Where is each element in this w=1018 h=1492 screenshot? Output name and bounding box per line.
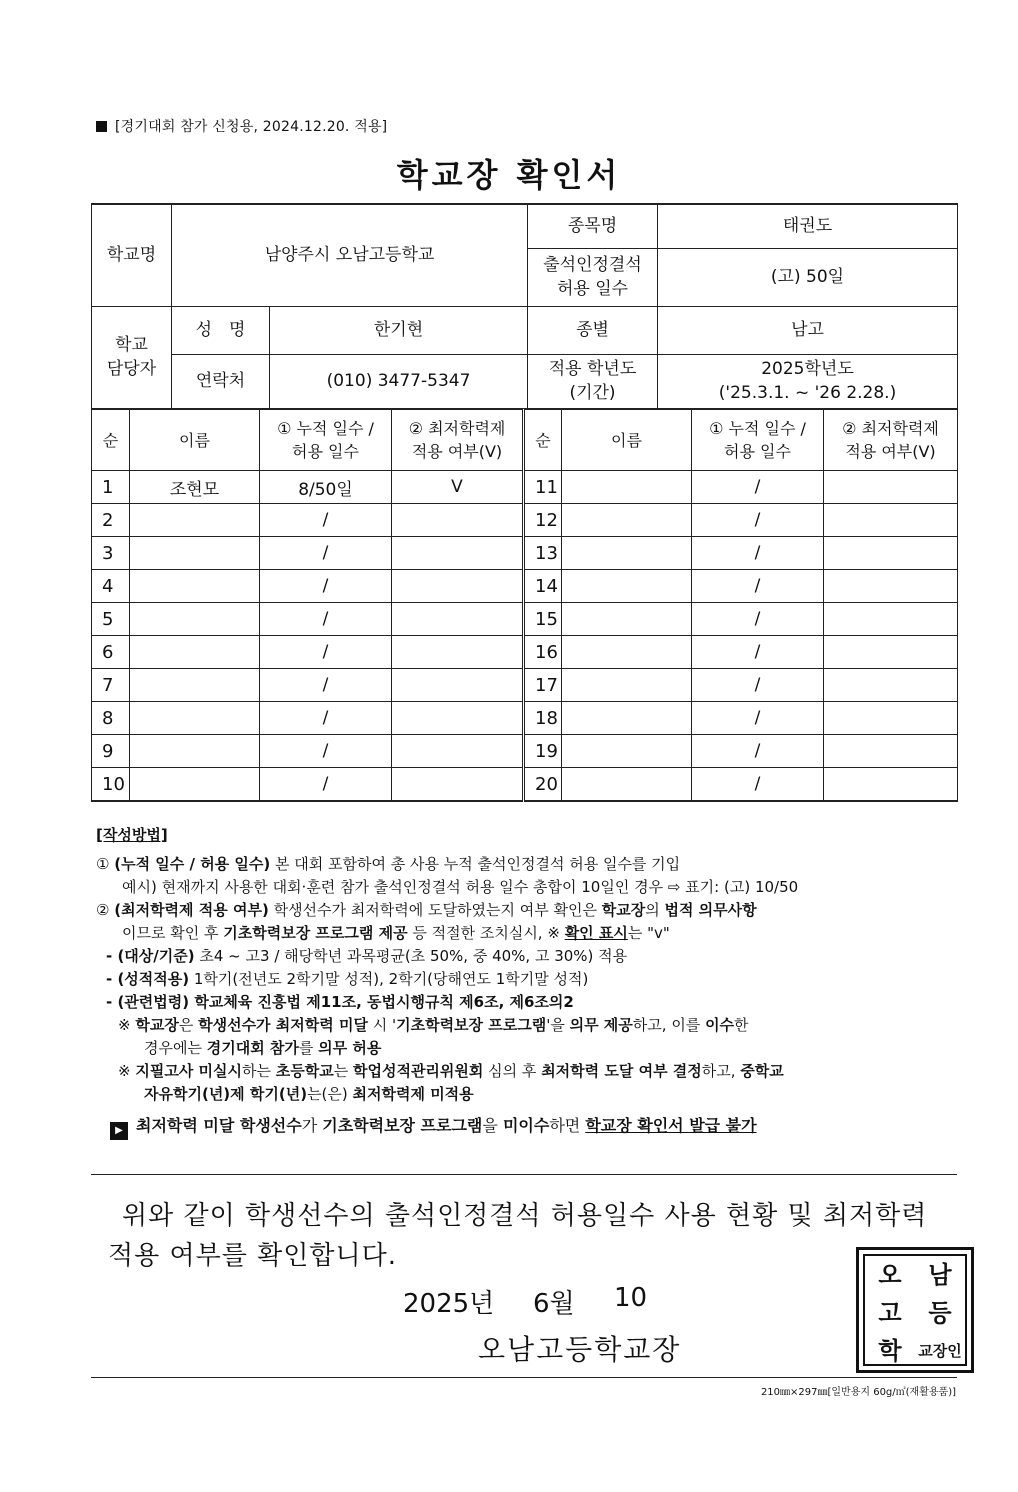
n2d: 초등학교 (275, 1062, 334, 1080)
guide-item-1-example: 예시) 현재까지 사용한 대회·훈련 참가 출석인정결석 허용 일수 총합이 10일인 경우 ⇨ 표기: (고) 10/50 (122, 878, 799, 896)
cell-days-r: / (692, 570, 824, 603)
confirmation-line-2: 적용 여부를 확인합니다. (108, 1241, 397, 1271)
cell-min-r (824, 537, 958, 570)
cell-name-l (130, 669, 260, 702)
n2c: 하는 (242, 1062, 276, 1080)
table-row (92, 570, 958, 603)
seal-char-5: 학 (878, 1336, 902, 1365)
table-row (92, 768, 958, 802)
n1d: 학생선수가 최저학력 미달 (198, 1016, 368, 1034)
table-row (92, 471, 958, 504)
header-min-right-line2: 적용 여부(V) (845, 442, 936, 461)
n1ba: 경우에는 (144, 1039, 207, 1057)
cell-no-r: 12 (524, 504, 562, 537)
type-label: 종별 (528, 306, 658, 354)
cell-name-r (562, 504, 692, 537)
header-name: 이름 (130, 410, 260, 471)
n2e: 는 (333, 1062, 353, 1080)
guide-item-2b-b: 기초학력보장 프로그램 제공 (223, 924, 408, 942)
n2j: 중학교 (740, 1062, 784, 1080)
cell-no-r: 19 (524, 735, 562, 768)
absence-label-line1: 출석인정결석 (543, 255, 642, 275)
date-month: 6월 (533, 1289, 575, 1319)
cell-min-l: V (392, 471, 524, 504)
guide-warning (96, 1114, 966, 1140)
cell-name-l (130, 537, 260, 570)
n1bb: 경기대회 참가 (206, 1039, 299, 1057)
paper-spec: 210㎜×297㎜[일반용지 60g/㎡(재활용품)] (760, 1387, 956, 1398)
cell-name-r (562, 471, 692, 504)
guide-grade-text: 1학기(전년도 2학기말 성적), 2학기(당해연도 1학기말 성적) (189, 970, 589, 988)
guide-item-2-text-c: 의 (645, 901, 665, 919)
guide-note-1-cont (96, 1037, 966, 1060)
table-row (92, 702, 958, 735)
n1k: 한 (734, 1016, 749, 1034)
cell-name-r (562, 735, 692, 768)
guide-item-2b-d: 확인 표시 (564, 924, 628, 942)
guide-item-2-bold-2: 법적 의무사항 (664, 901, 757, 919)
table-row (92, 537, 958, 570)
guide-law (96, 991, 966, 1014)
n1c: 은 (178, 1016, 199, 1034)
guide-grade-title: - (성적적용) (106, 970, 190, 988)
seal-char-4: 등 (928, 1298, 952, 1327)
name-value: 한기현 (270, 306, 528, 354)
writing-guide (96, 824, 966, 1140)
cell-min-l (392, 537, 524, 570)
guide-item-2-cont (96, 922, 966, 945)
cell-days-r: / (692, 669, 824, 702)
cell-name-r (562, 603, 692, 636)
cell-name-r (562, 768, 692, 802)
circled-one: ① (96, 855, 110, 873)
header-days (260, 410, 392, 471)
type-value: 남고 (658, 306, 958, 354)
cell-days-l: / (260, 768, 392, 802)
table-row (92, 669, 958, 702)
cell-min-l (392, 636, 524, 669)
n2b: 지필고사 미실시 (135, 1062, 242, 1080)
header-min (392, 410, 524, 471)
staff-label (92, 306, 172, 408)
seal-char-2: 남 (928, 1260, 952, 1289)
guide-item-2 (96, 899, 966, 922)
w-e: 미이수 (502, 1116, 550, 1135)
cell-min-l (392, 735, 524, 768)
cell-name-r (562, 669, 692, 702)
table-row (92, 735, 958, 768)
cell-days-l: / (260, 570, 392, 603)
header-note (96, 116, 387, 136)
year-label (528, 354, 658, 408)
cell-min-r (824, 471, 958, 504)
cell-days-l: / (260, 702, 392, 735)
header-days-right-line2: 허용 일수 (724, 442, 791, 461)
school-label: 학교명 (92, 204, 172, 306)
guide-item-1-text: 본 대회 포함하여 총 사용 누적 출석인정결석 허용 일수를 기입 (270, 855, 681, 873)
header-days-right (692, 410, 824, 471)
cell-days-l: / (260, 735, 392, 768)
n1f: 기초학력보장 프로그램 (396, 1016, 547, 1034)
guide-item-2-text-a: 학생선수가 최저학력에 도달하였는지 여부 확인은 (268, 901, 602, 919)
divider (91, 1174, 957, 1175)
absence-label-line2: 허용 일수 (556, 279, 629, 299)
principal-name: 오남고등학교장 (478, 1333, 682, 1366)
cell-no-l: 5 (92, 603, 130, 636)
cell-name-l: 조현모 (130, 471, 260, 504)
header-days-line1: ① 누적 일수 / (277, 419, 374, 438)
year-value-line2: ('25.3.1. ~ '26 2.28.) (718, 383, 897, 403)
cell-days-l: / (260, 603, 392, 636)
n2h: 최저학력 도달 여부 결정 (541, 1062, 702, 1080)
cell-no-r: 15 (524, 603, 562, 636)
cell-min-r (824, 636, 958, 669)
guide-item-2-bold-1: 학교장 (601, 901, 646, 919)
confirmation-line-1: 위와 같이 학생선수의 출석인정결석 허용일수 사용 현황 및 최저학력 (122, 1201, 928, 1231)
w-d: 을 (482, 1116, 503, 1135)
cell-min-r (824, 768, 958, 802)
footer-divider (91, 1377, 957, 1378)
cell-min-l (392, 570, 524, 603)
roster-table (91, 409, 958, 802)
contact-value: (010) 3477-5347 (270, 354, 528, 408)
sport-value: 태권도 (658, 204, 958, 248)
guide-target (96, 945, 966, 968)
date-year: 2025년 (403, 1289, 495, 1319)
n2bb: 는(은) (307, 1085, 353, 1103)
w-b: 가 (301, 1116, 323, 1135)
cell-min-l (392, 669, 524, 702)
guide-item-2b-e: 는 "v" (627, 924, 670, 942)
info-table (91, 203, 958, 409)
seal-char-6: 교장인 (918, 1342, 962, 1360)
cell-name-l (130, 735, 260, 768)
header-days-right-line1: ① 누적 일수 / (709, 419, 806, 438)
year-label-line1: 적용 학년도 (548, 359, 637, 379)
header-min-right-line1: ② 최저학력제 (842, 419, 939, 438)
contact-label: 연락처 (172, 354, 270, 408)
cell-no-r: 13 (524, 537, 562, 570)
school-value: 남양주시 오남고등학교 (172, 204, 528, 306)
w-c: 기초학력보장 프로그램 (322, 1116, 483, 1135)
cell-no-r: 16 (524, 636, 562, 669)
cell-days-r: / (692, 768, 824, 802)
table-row (92, 504, 958, 537)
cell-name-l (130, 504, 260, 537)
cell-name-l (130, 768, 260, 802)
guide-item-2b-a: 이므로 확인 후 (122, 924, 224, 942)
cell-no-l: 9 (92, 735, 130, 768)
cell-min-l (392, 768, 524, 802)
cell-no-l: 6 (92, 636, 130, 669)
roster-header-row (92, 410, 958, 471)
header-no: 순 (92, 410, 130, 471)
guide-note-1 (96, 1014, 966, 1037)
cell-name-l (130, 702, 260, 735)
guide-item-2b-c: 등 적절한 조치실시, ※ (407, 924, 565, 942)
header-min-line1: ② 최저학력제 (408, 419, 506, 438)
cell-days-r: / (692, 471, 824, 504)
year-label-line2: (기간) (569, 383, 616, 403)
n2f: 학업성적관리위원회 (352, 1062, 484, 1080)
cell-no-l: 10 (92, 768, 130, 802)
cell-min-l (392, 603, 524, 636)
guide-item-1 (96, 853, 966, 876)
guide-grade (96, 968, 966, 991)
cell-min-r (824, 504, 958, 537)
cell-name-r (562, 702, 692, 735)
cell-days-r: / (692, 537, 824, 570)
n1g: '을 (546, 1016, 570, 1034)
guide-law-text: - (관련법령) 학교체육 진흥법 제11조, 동법시행규칙 제6조, 제6조의2 (106, 993, 574, 1011)
guide-item-2-title: (최저학력제 적용 여부) (114, 901, 269, 919)
header-min-line2: 적용 여부(V) (411, 442, 503, 461)
guide-target-text: 초4 ~ 고3 / 해당학년 과목평균(초 50%, 중 40%, 고 30%) 적용 (194, 947, 628, 965)
cell-no-l: 8 (92, 702, 130, 735)
cell-no-r: 14 (524, 570, 562, 603)
n1bc: 를 (298, 1039, 319, 1057)
cell-no-l: 4 (92, 570, 130, 603)
n1a: ※ (118, 1016, 136, 1034)
w-a: 최저학력 미달 학생선수 (136, 1116, 302, 1135)
cell-no-l: 7 (92, 669, 130, 702)
seal-grid (863, 1254, 967, 1366)
cell-name-r (562, 570, 692, 603)
cell-min-r (824, 669, 958, 702)
cell-no-r: 20 (524, 768, 562, 802)
table-row (92, 636, 958, 669)
staff-label-line2: 담당자 (106, 359, 157, 379)
name-label: 성 명 (172, 306, 270, 354)
date-day: 10 (614, 1283, 648, 1313)
school-seal (856, 1247, 974, 1373)
cell-days-l: / (260, 669, 392, 702)
year-value (658, 354, 958, 408)
header-name-right: 이름 (562, 410, 692, 471)
cell-days-l: / (260, 537, 392, 570)
cell-days-r: / (692, 603, 824, 636)
cell-days-r: / (692, 636, 824, 669)
header-no-right: 순 (524, 410, 562, 471)
cell-no-l: 2 (92, 504, 130, 537)
cell-min-r (824, 702, 958, 735)
cell-name-r (562, 636, 692, 669)
cell-days-r: / (692, 504, 824, 537)
n1h: 의무 제공 (569, 1016, 633, 1034)
cell-name-r (562, 537, 692, 570)
sport-label: 종목명 (528, 204, 658, 248)
guide-heading-text: [작성방법] (96, 826, 168, 844)
cell-no-r: 11 (524, 471, 562, 504)
absence-value: (고) 50일 (658, 248, 958, 306)
n1i: 하고, 이를 (632, 1016, 706, 1034)
cell-min-l (392, 504, 524, 537)
w-f: 하면 (549, 1116, 586, 1135)
absence-label (528, 248, 658, 306)
square-bullet-icon (96, 121, 107, 132)
n2ba: 자유학기(년)제 학기(년) (144, 1085, 308, 1103)
n1bd: 의무 허용 (318, 1039, 382, 1057)
cell-days-l: / (260, 636, 392, 669)
cell-name-l (130, 636, 260, 669)
cell-days-l: / (260, 504, 392, 537)
cell-no-l: 1 (92, 471, 130, 504)
n2a: ※ (118, 1062, 136, 1080)
cell-min-r (824, 735, 958, 768)
n1e: 시 ' (367, 1016, 397, 1034)
header-min-right (824, 410, 958, 471)
n2i: 하고, (701, 1062, 741, 1080)
guide-note-2-cont (96, 1083, 966, 1106)
staff-label-line1: 학교 (115, 335, 148, 355)
cell-no-r: 18 (524, 702, 562, 735)
guide-note-2 (96, 1060, 966, 1083)
cell-days-r: / (692, 735, 824, 768)
cell-min-r (824, 603, 958, 636)
guide-target-title: - (대상/기준) (106, 947, 195, 965)
n1b: 학교장 (135, 1016, 179, 1034)
cell-no-r: 17 (524, 669, 562, 702)
n1j: 이수 (705, 1016, 735, 1034)
n2g: 심의 후 (483, 1062, 542, 1080)
cell-days-r: / (692, 702, 824, 735)
year-value-line1: 2025학년도 (761, 359, 854, 379)
seal-char-3: 고 (878, 1298, 902, 1327)
n2bc: 최저학력제 미적용 (352, 1085, 474, 1103)
page-title: 학교장 확인서 (396, 156, 622, 194)
table-row (92, 603, 958, 636)
circled-two: ② (96, 901, 110, 919)
guide-item-1-title: (누적 일수 / 허용 일수) (114, 855, 271, 873)
cell-min-r (824, 570, 958, 603)
header-note-text: [경기대회 참가 신청용, 2024.12.20. 적용] (115, 119, 388, 135)
cell-no-l: 3 (92, 537, 130, 570)
cell-name-l (130, 570, 260, 603)
cell-days-l: 8/50일 (260, 471, 392, 504)
guide-heading (96, 824, 966, 847)
cell-min-l (392, 702, 524, 735)
seal-char-1: 오 (878, 1260, 902, 1289)
w-g: 학교장 확인서 발급 불가 (585, 1116, 757, 1135)
cell-name-l (130, 603, 260, 636)
arrow-box-icon: ▶ (110, 1122, 128, 1140)
confirmation-statement (108, 1196, 948, 1276)
header-days-line2: 허용 일수 (292, 442, 359, 461)
